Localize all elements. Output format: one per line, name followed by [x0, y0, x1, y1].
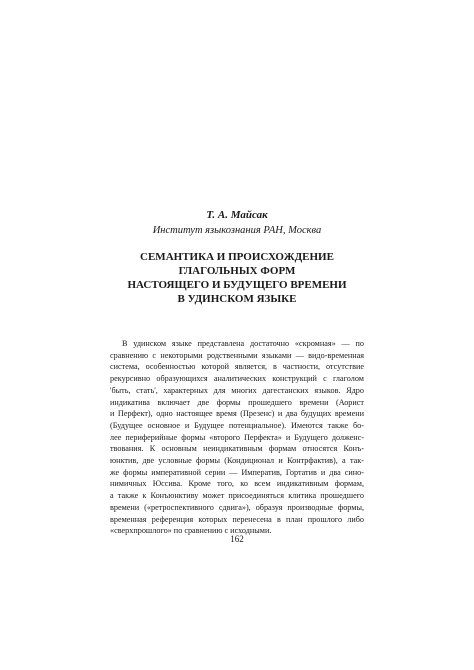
- abstract-line: система, особенностью которой является, в частности, отсутствие: [110, 362, 364, 372]
- abstract-line: времени («ретроспективного сдвига»), образуя производные формы,: [110, 502, 364, 512]
- abstract-line: В удинском языке представлена достаточно «скромная» — по: [122, 339, 364, 348]
- abstract-line: сравнению с некоторыми родственными языками — видо-временная: [110, 350, 364, 360]
- title-line: ГЛАГОЛЬНЫХ ФОРМ: [178, 265, 296, 277]
- abstract-line: индикатива включает две формы прошедшего времени (Аорист: [110, 397, 364, 407]
- abstract-paragraph: [110, 338, 364, 537]
- abstract-line: нимичных Юссива. Кроме того, ко всем индикативным формам,: [110, 479, 364, 489]
- page-number: 162: [230, 534, 244, 544]
- abstract-line: же формы императивной серии — Императив, Гортатив и два сино-: [110, 467, 364, 477]
- abstract-line: юнктив, две условные формы (Кондиционал и Контрфактив), а так-: [110, 456, 364, 466]
- abstract-line: и Перфект), одно настоящее время (Презенс) и два будущих времени: [110, 409, 364, 419]
- abstract-line: 'быть, стать', характерных для многих дагестанских языков. Ядро: [110, 385, 364, 395]
- abstract-line: временная референция которых перенесена в план прошлого либо: [110, 514, 364, 524]
- abstract-line: (Будущее основное и Будущее потенциальное). Имеются также бо-: [110, 420, 364, 430]
- abstract-line: лее периферийные формы «второго Перфекта» и Будущего долженс-: [110, 432, 364, 442]
- article-title: [90, 250, 384, 306]
- title-line: СЕМАНТИКА И ПРОИСХОЖДЕНИЕ: [140, 251, 334, 263]
- title-line: В УДИНСКОМ ЯЗЫКЕ: [177, 293, 297, 305]
- author-affiliation: Институт языкознания РАН, Москва: [152, 225, 322, 236]
- abstract-line: рекурсивно образующихся аналитических конструкций с глаголом: [110, 374, 364, 384]
- abstract-line: твования. К основным неиндикативным формам относятся Конъ-: [110, 444, 364, 454]
- author-name: Т. А. Майсак: [206, 209, 268, 221]
- title-line: НАСТОЯЩЕГО И БУДУЩЕГО ВРЕМЕНИ: [127, 279, 347, 291]
- abstract-line: а также к Конъюнктиву может присоединяться клитика прошедшего: [110, 491, 364, 501]
- abstract-line: «сверхпрошлого» по сравнению с исходными.: [110, 526, 272, 536]
